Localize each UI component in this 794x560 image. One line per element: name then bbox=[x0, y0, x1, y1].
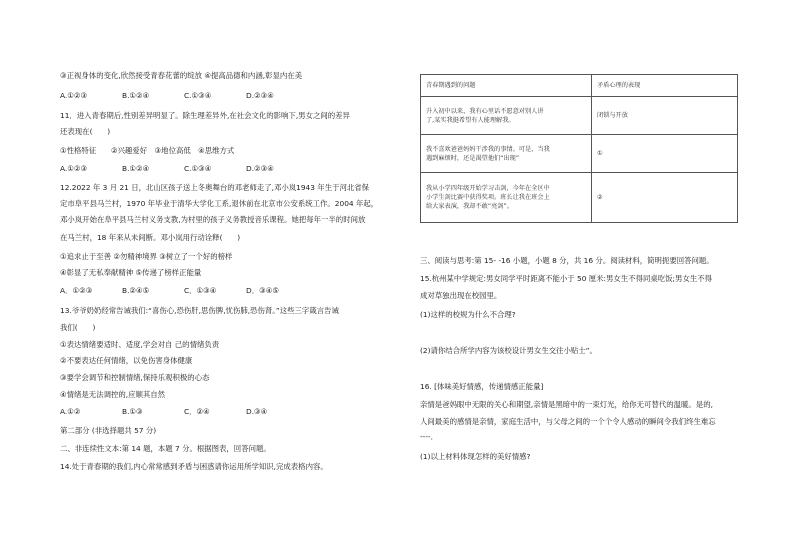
answer-blank-cell: ① bbox=[592, 135, 738, 173]
option-b: B.①③ bbox=[122, 407, 143, 416]
q15-stem-2: 成对草独出现在校园里。 bbox=[420, 291, 502, 300]
table-cell: 闭锁与开放 bbox=[592, 97, 738, 135]
q13-stem-2: 我们( ) bbox=[60, 323, 96, 332]
q11-items: ①性格特征 ②兴趣爱好 ③地位高低 ④思维方式 bbox=[60, 146, 235, 155]
cell-text-line: 给大家表演，我却不敢“亮剑”。 bbox=[426, 203, 513, 210]
q16-text-1: 亲情是爸妈眼中无限的关心和期望,亲情是黑暗中的一束灯光，给你无可替代的温暖。是的, bbox=[420, 400, 713, 409]
table-cell bbox=[421, 173, 592, 223]
q12-stem-4: 在马兰村，18 年来从未间断。邓小岚用行动诠释( ) bbox=[60, 233, 241, 242]
q11-stem-1: 11．进入青春期后,性别差异明显了。除生理差异外,在社会文化的影响下,男女之间的差异 bbox=[60, 111, 350, 120]
option-c: C.①③④ bbox=[184, 164, 212, 173]
q13-stem-1: 13.爷爷奶奶经常告诫我们:“喜伤心,恐伤肝,思伤脾,忧伤肺,恐伤肾。”这些三字箴言告诫 bbox=[60, 306, 339, 315]
q13-item-4: ④情绪是无法调控的,应顺其自然 bbox=[60, 390, 166, 399]
section-three-heading: 三、阅读与思考:第 15- -16 小题，小题 8 分，共 16 分。阅读材料，简明扼要回答问题。 bbox=[420, 256, 714, 265]
q12-stem-1: 12.2022 年 3 月 21 日，北山区孩子送上冬奥舞台的邓老师走了,邓小岚1943 年生于河北省保 bbox=[60, 183, 370, 192]
q13-item-1: ①表达情绪要适时、适度,学会对自 己的情绪负责 bbox=[60, 340, 220, 349]
option-c: C．①③④ bbox=[184, 286, 217, 295]
table-cell bbox=[421, 97, 592, 135]
q16-sub-1: (1)以上材料体现怎样的美好情感? bbox=[420, 452, 531, 461]
q15-sub-1: (1)这样的校规为什么不合理? bbox=[420, 310, 516, 319]
q13-options bbox=[60, 407, 267, 417]
option-d: D.②③④ bbox=[246, 164, 274, 173]
option-d: D．③④⑤ bbox=[246, 286, 279, 295]
q11-options bbox=[60, 164, 274, 174]
q14-stem: 14.处于青春期的我们,内心常常感到矛盾与困惑请你运用所学知识,完成表格内容。 bbox=[60, 462, 328, 471]
q15-stem-1: 15.杭州某中学规定:男女同学平时距离不能小于 50 厘米:男女生不得同桌吃饭;男女生不得 bbox=[420, 274, 713, 283]
table-row bbox=[421, 97, 738, 135]
part-two-heading: 第二部分 (非选择题共 57 分) bbox=[60, 426, 157, 435]
cell-text-line: 遇到麻烦时，还是渴望他们“出现” bbox=[426, 154, 520, 162]
option-b: B.②④⑤ bbox=[122, 286, 150, 295]
q10-options bbox=[60, 91, 274, 101]
q16-text-3: ----． bbox=[420, 432, 439, 441]
q14-table bbox=[420, 74, 738, 223]
option-b: B.①②④ bbox=[122, 91, 150, 100]
option-d: D.②③④ bbox=[246, 91, 274, 100]
option-a: A.①② bbox=[60, 407, 81, 416]
answer-blank-cell: ② bbox=[592, 173, 738, 223]
q10-item-line: ③正视身体的变化,欣然接受青春花蕾的绽放 ④提高品德和内涵,彰显内在美 bbox=[60, 71, 303, 80]
option-a: A．①②③ bbox=[60, 286, 93, 295]
cell-text-line: 我从小学四年级开始学习击剑，今年在全区中 bbox=[426, 185, 550, 192]
q12-options bbox=[60, 286, 279, 296]
table-row bbox=[421, 173, 738, 223]
option-d: D.③④ bbox=[246, 407, 268, 416]
q12-stem-3: 邓小岚开始在阜平县马兰村义务支教,为村里的孩子义务教授音乐课程。她把每年一半的时间放 bbox=[60, 215, 366, 224]
q13-item-2: ②不要表达任何情绪，以免伤害身体健康 bbox=[60, 356, 193, 365]
table-cell bbox=[421, 135, 592, 173]
table-header-cell: 矛盾心理的表现 bbox=[592, 75, 738, 97]
q13-item-3: ③要学会调节和控制情绪,保持乐观积极的心态 bbox=[60, 373, 210, 382]
q16-title: 16. [体味美好情感，传递情感正能量] bbox=[420, 382, 544, 391]
table-header-cell: 青春期遇到的问题 bbox=[421, 75, 592, 97]
cell-text-line: 我不喜欢爸爸妈妈干涉我的事情。可是，当我 bbox=[426, 145, 550, 153]
cell-text-line: 小学生剑比赛中获得奖项。班长让我在班会上 bbox=[426, 194, 550, 201]
cell-text-line: 升入初中以来，我有心里话不愿意对别人讲 bbox=[426, 107, 544, 115]
table-header-row bbox=[421, 75, 738, 97]
q12-items-1: ①追求止于至善 ②勿精神境界 ③树立了一个好的榜样 bbox=[60, 252, 233, 261]
q16-text-2: 人间最美的感情是亲情，家庭生活中，与父母之间的一个个令人感动的瞬间令我们终生难忘 bbox=[420, 417, 716, 426]
q12-items-2: ④彰显了无私奉献精神 ⑤传递了榜样正能量 bbox=[60, 268, 202, 277]
option-a: A.①②③ bbox=[60, 91, 88, 100]
q15-sub-2: (2)请你结合所学内容为该校设计男女生交往小贴士”。 bbox=[420, 346, 597, 355]
table-row bbox=[421, 135, 738, 173]
option-a: A.①②③ bbox=[60, 164, 88, 173]
section-two-heading: 二、非连续性文本:第 14 题，本题 7 分。根据图表，回答问题。 bbox=[60, 444, 271, 453]
option-c: C．②④ bbox=[184, 407, 210, 416]
cell-text-line: 了,某实我挺希望有人能理解我。 bbox=[426, 116, 515, 124]
option-c: C.①③④ bbox=[184, 91, 212, 100]
option-b: B.①②④ bbox=[122, 164, 150, 173]
q11-stem-2: 还表现在( ) bbox=[60, 127, 111, 136]
q12-stem-2: 定市阜平县马兰村，1970 年毕业于清华大学化工系,退休前在北京市公安系统工作。2004 年起， bbox=[60, 199, 379, 208]
